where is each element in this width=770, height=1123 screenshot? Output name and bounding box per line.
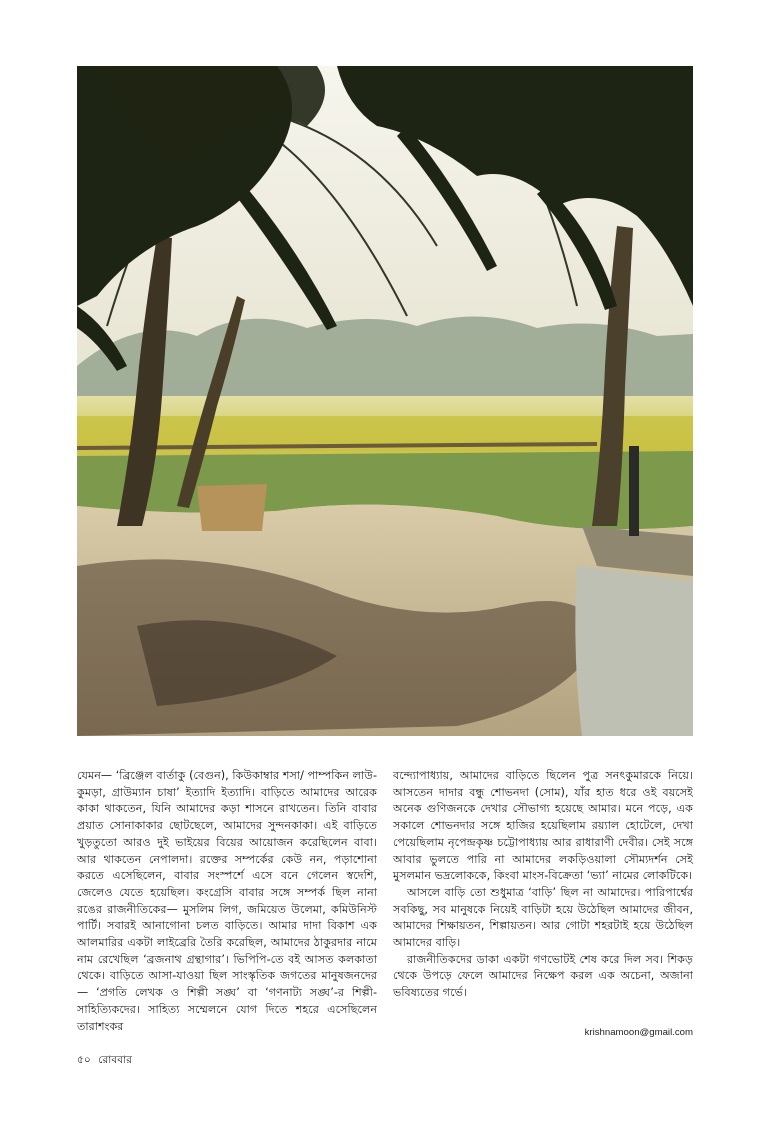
author-email: krishnamoon@gmail.com [584,1027,693,1038]
article-paragraph: রাজনীতিকদের ডাকা একটা গণভোটই শেষ করে দিল সব। শিকড় থেকে উপড়ে ফেলে আমাদের নিক্ষেপ করল এক অচেনা, অজানা ভবিষ্যতের গর্ভে। [393,952,693,1000]
article-column-right [393,768,693,1002]
article-paragraph: যেমন— ‘ব্রিঞ্জেল বার্তাকু (বেগুন), কিউকাম্বার শসা/ পাম্পকিন লাউ-কুমড়া, গ্রাউম্যান চাষা’ ইত্যাদি ইত্যাদি। বাড়িতে আমাদের আরেক কাকা থাকতেন, যিনি আমাদের কড়া শাসনে রাখতেন। তিনি বাবার প্রয়াত সোনাকাকার ছোটছেলে, আমাদের সুন্দনকাকা। এই বাড়িতে খুড়তুতো আরও দুই ভাইয়ের বিয়ের আয়োজন করেছিলেন বাবা। আর থাকতেন নেপালদা। রক্তের সম্পর্কের কেউ নন, পড়াশোনা করতে এসেছিলেন, বাবার সংস্পর্শে এসে বনে গেলেন স্বদেশি, জেলেও যেতে হয়েছিল। কংগ্রেসি বাবার সঙ্গে সম্পর্ক ছিল নানা রঙের রাজনীতিকের— মুসলিম লিগ, জমিয়েত উলেমা, কমিউনিস্ট পার্টি। সবারই আনাগোনা চলত বাড়িতে। আমার দাদা বিকাশ এক আলমারির একটা লাইব্রেরি তৈরি করেছিল, আমাদের ঠাকুরদার নামে নাম রেখেছিল ‘ব্রজনাথ গ্রন্থাগার’। ভিপিপি-তে বই আসত কলকাতা থেকে। বাড়িতে আসা-যাওয়া ছিল সাংস্কৃতিক জগতের মানুষজনদের— ‘প্রগতি লেখক ও শিল্পী সঙ্ঘ’ বা ‘গণনাট্য সঙ্ঘ’-র শিল্পী-সাহিত্যিকদের। সাহিত্য সম্মেলনে যোগ দিতে শহরে এসেছিলেন তারাশংকর [77,769,377,1033]
article-column-left [77,768,377,1035]
magazine-name: রোববার [98,1054,133,1066]
village-photo [77,66,693,736]
photo-illustration [77,66,693,736]
page-number: ৫০ [77,1054,91,1066]
article-paragraph: আসলে বাড়ি তো শুধুমাত্র ‘বাড়ি’ ছিল না আমাদের। পারিপার্শ্বের সবকিছু, সব মানুষকে নিয়েই বাড়িটা হয়ে উঠেছিল আমাদের জীবন, আমাদের শিক্ষায়তন, শিল্পায়তন। আর গোটা শহরটাই হয়ে উঠেছিল আমাদের বাড়ি। [393,885,693,950]
article-paragraph: বন্দ্যোপাধ্যায়, আমাদের বাড়িতে ছিলেন পুত্র সনৎকুমারকে নিয়ে। আসতেন দাদার বন্ধু শোভনদা (সোম), যাঁর হাত ধরে ওই বয়সেই অনেক গুণিজনকে দেখার সৌভাগ্য হয়েছে আমার। মনে পড়ে, এক সকালে শোভনদার সঙ্গে হাজির হয়েছিলাম রয়্যাল হোটেলে, দেখা পেয়েছিলাম নৃপেন্দ্রকৃষ্ণ চট্টোপাধ্যায় আর রাধারাণী দেবীর। সেই সঙ্গে আবার ভুলতে পারি না আমাদের লকড়িওয়ালা সৌম্যদর্শন সেই মুসলমান ভদ্রলোককে, কিংবা মাংস-বিক্রেতা ‘ভ্যা’ নামের লোকটিকে। [393,769,693,883]
page-footer [77,1053,132,1067]
